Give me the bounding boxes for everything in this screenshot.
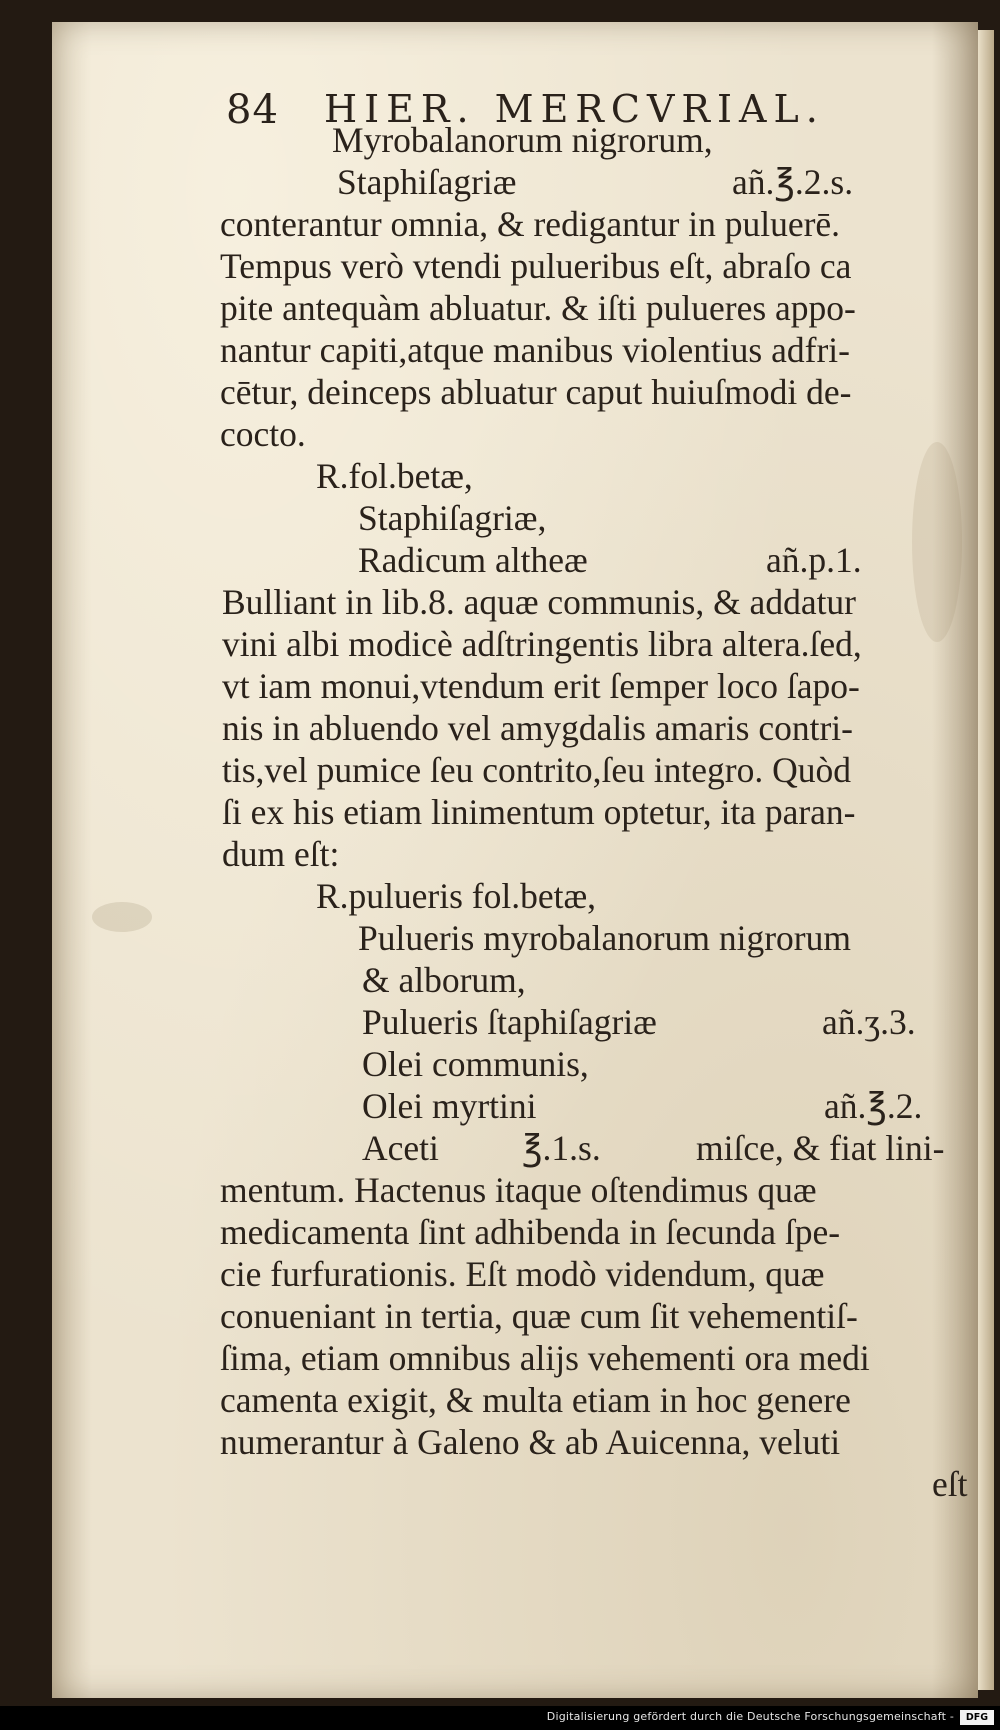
text-line: miſce, & fiat lini-	[696, 1128, 945, 1168]
body-text	[52, 22, 978, 1698]
text-line: medicamenta ſint adhibenda in ſecunda ſpe-	[220, 1212, 841, 1252]
text-line: Bulliant in lib.8. aquæ communis, & addatur	[222, 582, 857, 622]
text-line: cie furfurationis. Eſt modò videndum, quæ	[220, 1254, 825, 1294]
text-line: Staphiſagriæ	[337, 162, 517, 202]
dosage: añ.℥.2.	[824, 1086, 923, 1126]
text-line: conterantur omnia, & redigantur in puluerē.	[220, 204, 841, 244]
text-line: cocto.	[220, 414, 306, 454]
text-line: Tempus verò vtendi pulueribus eſt, abraſo ca	[220, 246, 852, 286]
text-line: cētur, deinceps abluatur caput huiuſmodi de-	[220, 372, 852, 412]
dosage: añ.p.1.	[766, 540, 862, 580]
dosage: añ.ʒ.3.	[822, 1002, 916, 1042]
text-line: tis,vel pumice ſeu contrito,ſeu integro. Quòd	[222, 750, 851, 790]
text-line: eſt	[932, 1464, 968, 1504]
dosage: añ.℥.2.s.	[732, 162, 854, 202]
text-line: Radicum altheæ	[358, 540, 588, 580]
text-line: Olei communis,	[362, 1044, 589, 1084]
text-line: nis in abluendo vel amygdalis amaris contri-	[222, 708, 853, 748]
page-number: 84	[226, 87, 279, 133]
text-line: vini albi modicè adſtringentis libra altera.ſed,	[222, 624, 862, 664]
text-line: numerantur à Galeno & ab Auicenna, veluti	[220, 1422, 841, 1462]
text-line: Olei myrtini	[362, 1086, 537, 1126]
dfg-logo: DFG	[960, 1710, 994, 1725]
dosage: ℥.1.s.	[522, 1128, 601, 1168]
text-line: R.pulueris fol.betæ,	[316, 876, 597, 916]
text-line: mentum. Hactenus itaque oſtendimus quæ	[220, 1170, 817, 1210]
text-line: Myrobalanorum nigrorum,	[332, 120, 713, 160]
running-title: HIER. MERCVRIAL.	[324, 87, 825, 131]
text-line: nantur capiti,atque manibus violentius adfri-	[220, 330, 850, 370]
text-line: ſi ex his etiam linimentum optetur, ita paran-	[222, 792, 856, 832]
text-line: Aceti	[362, 1128, 439, 1168]
footer-credit: Digitalisierung gefördert durch die Deutsche Forschungsgemeinschaft -	[546, 1710, 954, 1723]
text-line: dum eſt:	[222, 834, 340, 874]
text-line: conueniant in tertia, quæ cum ſit vehementiſ-	[220, 1296, 858, 1336]
text-line: R.fol.betæ,	[316, 456, 473, 496]
book-page	[52, 22, 978, 1698]
footer-bar	[0, 1706, 1000, 1730]
text-line: Pulueris myrobalanorum nigrorum	[358, 918, 851, 958]
text-line: Staphiſagriæ,	[358, 498, 547, 538]
text-line: Pulueris ſtaphiſagriæ	[362, 1002, 657, 1042]
text-line: ſima, etiam omnibus alijs vehementi ora medi	[220, 1338, 870, 1378]
text-line: & alborum,	[362, 960, 526, 1000]
text-line: camenta exigit, & multa etiam in hoc genere	[220, 1380, 851, 1420]
text-line: vt iam monui,vtendum erit ſemper loco ſapo-	[222, 666, 860, 706]
text-line: pite antequàm abluatur. & iſti pulueres appo-	[220, 288, 856, 328]
